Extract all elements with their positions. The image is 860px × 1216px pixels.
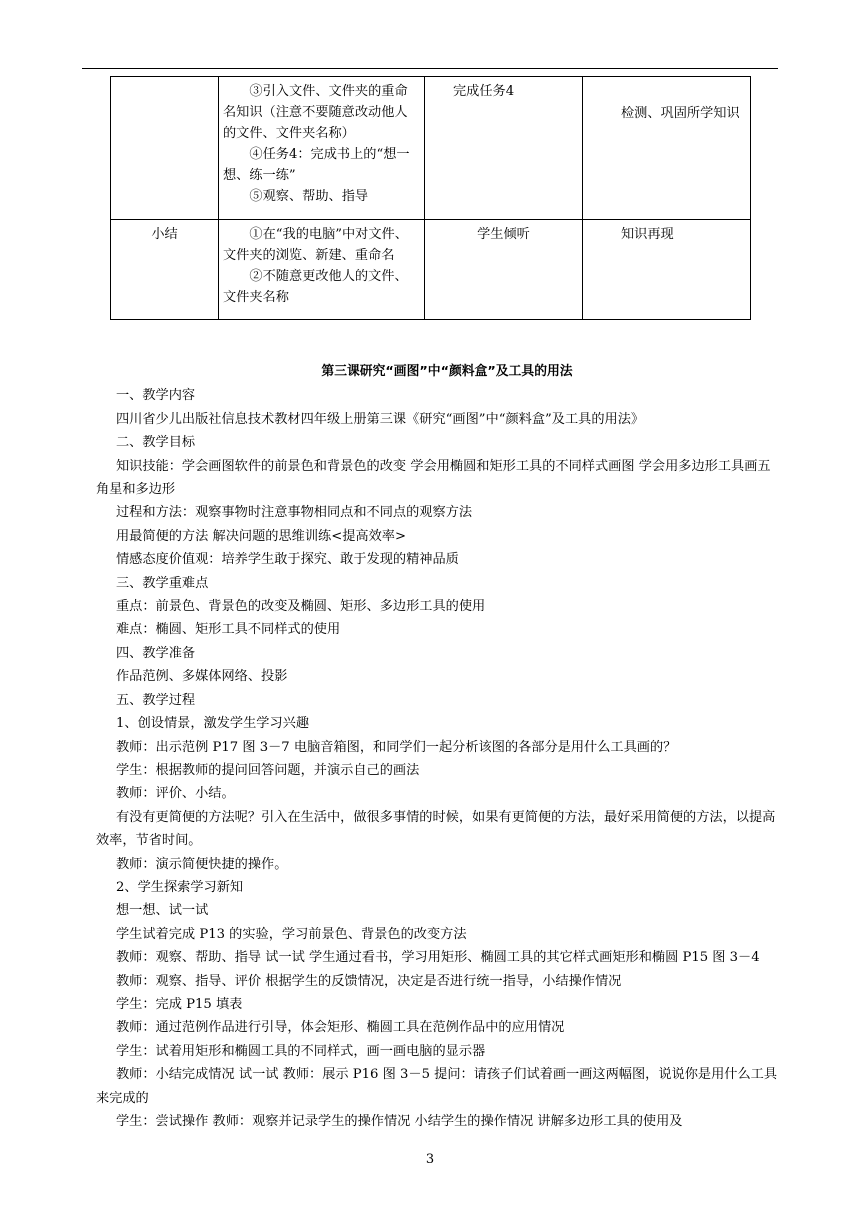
lesson-plan-table <box>110 76 751 320</box>
paragraph: 想一想、试一试 <box>116 903 209 919</box>
paragraph: 教师：出示范例 P17 图 3－7 电脑音箱图，和同学们一起分析该图的各部分是用什么工具画的？ <box>116 739 677 755</box>
paragraph: 教师：评价、小结。 <box>116 786 235 802</box>
table-row <box>111 77 751 220</box>
table-row <box>111 220 751 320</box>
table-cell-student: 学生倾听 <box>425 220 583 320</box>
teacher-step: ③引入文件、文件夹的重命名知识（注意不要随意改动他人的文件、文件夹名称） <box>223 84 408 141</box>
paragraph: 有没有更简便的方法呢？引入在生活中，做很多事情的时候，如果有更简便的方法，最好采用简便的方法，以提高效率，节省时间。 <box>96 809 776 849</box>
teacher-step: ①在“我的电脑”中对文件、文件夹的浏览、新建、重命名 <box>223 227 408 263</box>
table-cell-purpose: 检测、巩固所学知识 <box>583 77 751 220</box>
header-rule <box>82 68 778 69</box>
paragraph: 学生：完成 P15 填表 <box>116 996 243 1012</box>
paragraph: 四川省少儿出版社信息技术教材四年级上册第三课《研究“画图”中“颜料盒”及工具的用法》 <box>116 411 645 427</box>
paragraph: 学生试着完成 P13 的实验，学习前景色、背景色的改变方法 <box>116 926 467 942</box>
paragraph: 学生：试着用矩形和椭圆工具的不同样式，画一画电脑的显示器 <box>116 1043 486 1059</box>
table-cell-teacher <box>219 220 425 320</box>
table-cell-phase <box>111 77 219 220</box>
paragraph: 教师：通过范例作品进行引导，体会矩形、椭圆工具在范例作品中的应用情况 <box>116 1020 565 1036</box>
paragraph: 过程和方法：观察事物时注意事物相同点和不同点的观察方法 <box>116 505 473 521</box>
table-cell-purpose: 知识再现 <box>583 220 751 320</box>
table-cell-student: 完成任务4 <box>425 77 583 220</box>
paragraph: 三、教学重难点 <box>116 575 209 591</box>
paragraph: 学生：尝试操作 教师：观察并记录学生的操作情况 小结学生的操作情况 讲解多边形工具的使用及 <box>116 1114 683 1129</box>
table-cell-phase: 小结 <box>111 220 219 320</box>
page-number: 3 <box>425 1152 435 1167</box>
paragraph: 情感态度价值观：培养学生敢于探究、敢于发现的精神品质 <box>116 552 459 568</box>
paragraph: 一、教学内容 <box>116 388 196 404</box>
teacher-step: ④任务4：完成书上的“想一想、练一练” <box>223 147 410 183</box>
paragraph: 二、教学目标 <box>116 435 196 451</box>
paragraph: 重点：前景色、背景色的改变及椭圆、矩形、多边形工具的使用 <box>116 599 486 615</box>
paragraph: 教师：观察、指导、评价 根据学生的反馈情况，决定是否进行统一指导，小结操作情况 <box>116 973 622 989</box>
paragraph: 作品范例、多媒体网络、投影 <box>116 669 288 685</box>
paragraph: 教师：观察、帮助、指导 试一试 学生通过看书，学习用矩形、椭圆工具的其它样式画矩形和椭圆 P15 图 3－4 <box>116 950 760 966</box>
table-cell-teacher <box>219 77 425 220</box>
paragraph: 教师：小结完成情况 试一试 教师：展示 P16 图 3－5 提问：请孩子们试着画一画这两幅图，说说你是用什么工具来完成的 <box>96 1067 778 1106</box>
paragraph: 教师：演示简便快捷的操作。 <box>116 856 288 872</box>
lesson-title: 第三课研究“画图”中“颜料盒”及工具的用法 <box>321 364 573 379</box>
paragraph: 五、教学过程 <box>116 692 196 708</box>
paragraph: 2、学生探索学习新知 <box>116 879 244 895</box>
paragraph: 四、教学准备 <box>116 645 196 661</box>
paragraph: 知识技能：学会画图软件的前景色和背景色的改变 学会用椭圆和矩形工具的不同样式画图 学会用多边形工具画五角星和多边形 <box>96 458 771 498</box>
paragraph: 学生：根据教师的提问回答问题，并演示自己的画法 <box>116 762 420 778</box>
paragraph: 1、创设情景，激发学生学习兴趣 <box>116 716 310 732</box>
paragraph: 难点：椭圆、矩形工具不同样式的使用 <box>116 622 341 638</box>
teacher-step: ⑤观察、帮助、指导 <box>249 189 369 204</box>
paragraph: 用最简便的方法 解决问题的思维训练<提高效率> <box>116 528 407 544</box>
teacher-step: ②不随意更改他人的文件、文件夹名称 <box>223 269 408 305</box>
lesson-section <box>96 360 778 1133</box>
